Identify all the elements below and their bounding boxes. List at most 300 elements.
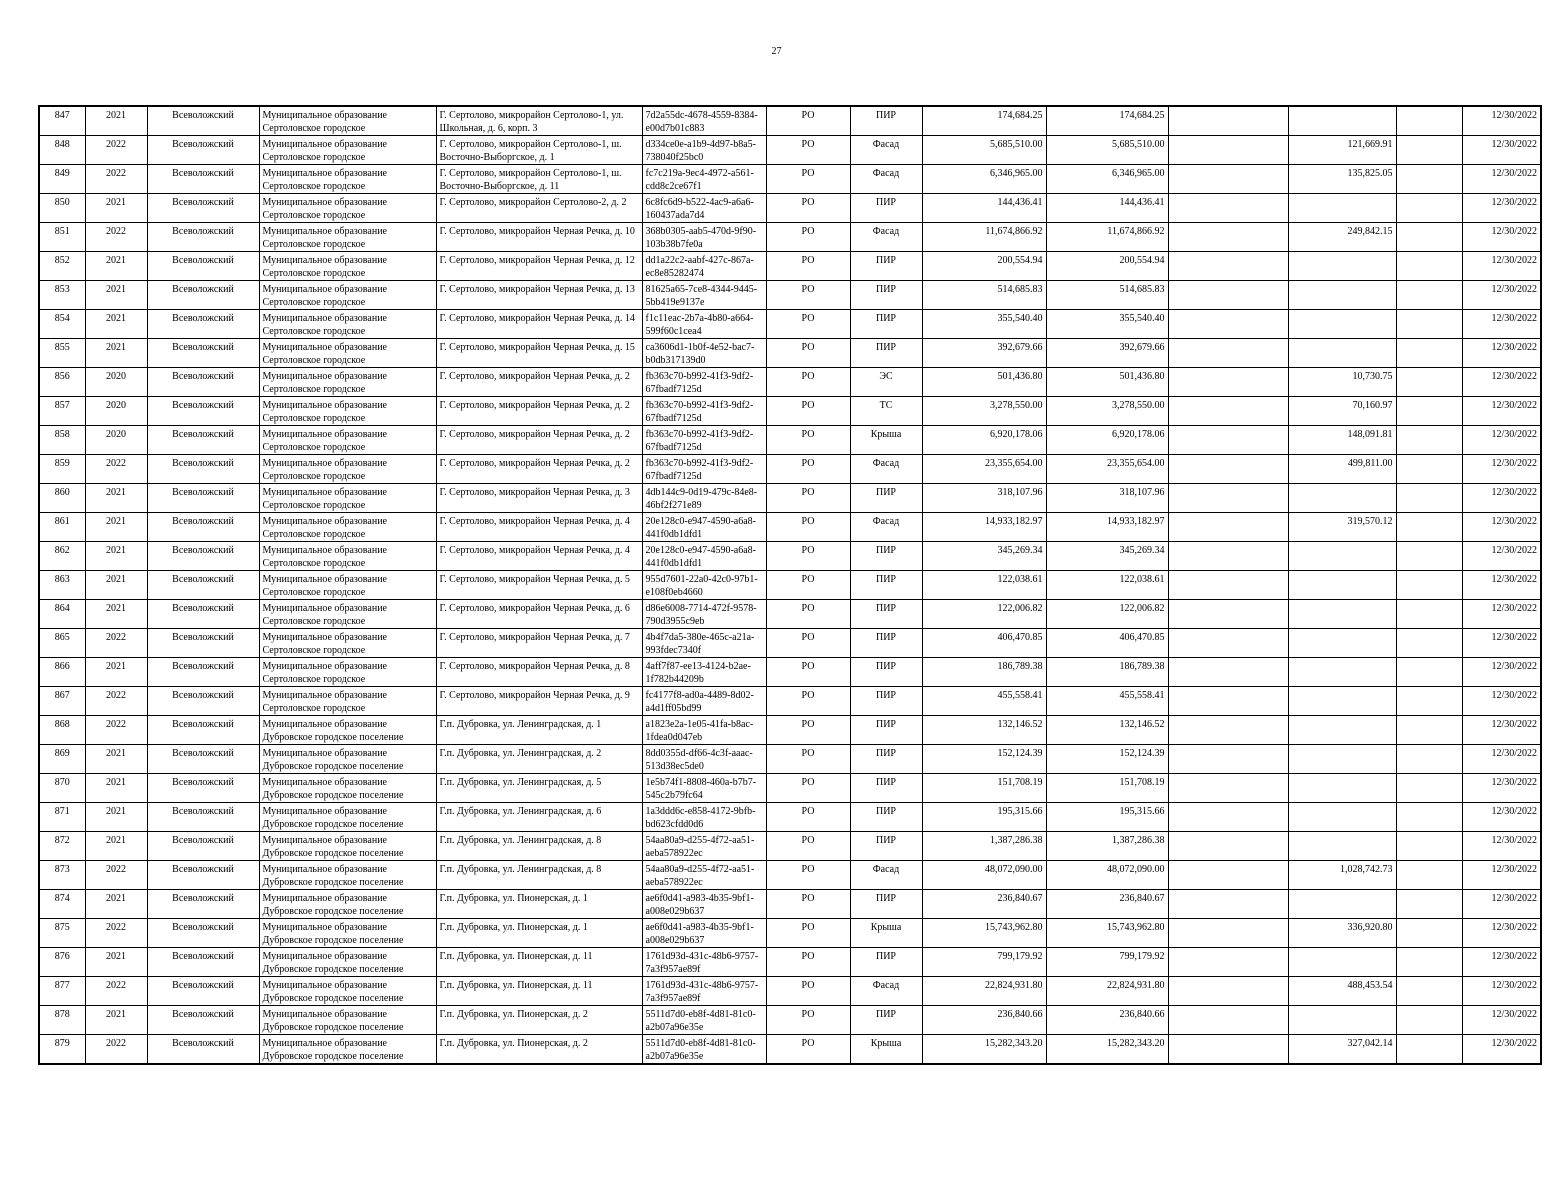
cell-completion-date: 12/30/2022 [1462, 194, 1541, 223]
cell-district: Всеволожский [147, 629, 259, 658]
cell-cost-col-11 [1168, 136, 1288, 165]
cell-year: 2021 [85, 106, 147, 136]
table-row [39, 890, 1541, 919]
cell-row-number: 868 [39, 716, 85, 745]
cell-house-guid: ae6f0d41-a983-4b35-9bf1-a008e029b637 [642, 890, 766, 919]
cell-completion-date: 12/30/2022 [1462, 774, 1541, 803]
cell-cost-regional: 151,708.19 [1046, 774, 1168, 803]
cell-program-type: РО [766, 106, 850, 136]
cell-cost-col-13 [1396, 339, 1462, 368]
cell-completion-date: 12/30/2022 [1462, 1006, 1541, 1035]
cell-cost-col-12 [1288, 281, 1396, 310]
cell-cost-col-13 [1396, 977, 1462, 1006]
cell-program-type: РО [766, 426, 850, 455]
cell-completion-date: 12/30/2022 [1462, 542, 1541, 571]
cell-work-type: ПИР [850, 252, 922, 281]
cell-row-number: 879 [39, 1035, 85, 1065]
cell-row-number: 862 [39, 542, 85, 571]
cell-program-type: РО [766, 136, 850, 165]
cell-district: Всеволожский [147, 513, 259, 542]
cell-completion-date: 12/30/2022 [1462, 658, 1541, 687]
table-row [39, 484, 1541, 513]
cell-cost-col-11 [1168, 513, 1288, 542]
cell-total-cost: 318,107.96 [922, 484, 1046, 513]
cell-cost-col-13 [1396, 194, 1462, 223]
cell-house-guid: fc7c219a-9ec4-4972-a561-cdd8c2ce67f1 [642, 165, 766, 194]
cell-cost-col-11 [1168, 687, 1288, 716]
cell-house-guid: 368b0305-aab5-470d-9f90-103b38b7fe0a [642, 223, 766, 252]
cell-total-cost: 236,840.67 [922, 890, 1046, 919]
cell-cost-col-11 [1168, 426, 1288, 455]
cell-total-cost: 48,072,090.00 [922, 861, 1046, 890]
cell-program-type: РО [766, 890, 850, 919]
cell-completion-date: 12/30/2022 [1462, 1035, 1541, 1065]
cell-house-guid: 955d7601-22a0-42c0-97b1-e108f0eb4660 [642, 571, 766, 600]
cell-work-type: ПИР [850, 629, 922, 658]
cell-address: Г. Сертолово, микрорайон Черная Речка, д. 6 [436, 600, 642, 629]
cell-municipality: Муниципальное образование Сертоловское городское [259, 513, 436, 542]
cell-district: Всеволожский [147, 310, 259, 339]
cell-cost-col-13 [1396, 106, 1462, 136]
cell-cost-col-12 [1288, 484, 1396, 513]
cell-cost-col-11 [1168, 1006, 1288, 1035]
cell-cost-regional: 11,674,866.92 [1046, 223, 1168, 252]
cell-total-cost: 345,269.34 [922, 542, 1046, 571]
cell-cost-regional: 14,933,182.97 [1046, 513, 1168, 542]
cell-work-type: ПИР [850, 687, 922, 716]
cell-district: Всеволожский [147, 919, 259, 948]
cell-total-cost: 5,685,510.00 [922, 136, 1046, 165]
cell-municipality: Муниципальное образование Сертоловское городское [259, 687, 436, 716]
cell-program-type: РО [766, 542, 850, 571]
cell-municipality: Муниципальное образование Дубровское городское поселение [259, 1035, 436, 1065]
cell-program-type: РО [766, 281, 850, 310]
cell-cost-regional: 1,387,286.38 [1046, 832, 1168, 861]
cell-cost-col-13 [1396, 513, 1462, 542]
cell-row-number: 867 [39, 687, 85, 716]
cell-cost-regional: 236,840.67 [1046, 890, 1168, 919]
cell-year: 2021 [85, 948, 147, 977]
cell-house-guid: 81625a65-7ce8-4344-9445-5bb419e9137e [642, 281, 766, 310]
cell-address: Г. Сертолово, микрорайон Черная Речка, д. 2 [436, 426, 642, 455]
registry-table [38, 105, 1542, 1065]
cell-cost-col-12 [1288, 252, 1396, 281]
cell-cost-col-12 [1288, 803, 1396, 832]
cell-municipality: Муниципальное образование Сертоловское городское [259, 484, 436, 513]
cell-municipality: Муниципальное образование Сертоловское городское [259, 136, 436, 165]
cell-house-guid: 54aa80a9-d255-4f72-aa51-aeba578922ec [642, 832, 766, 861]
cell-year: 2020 [85, 397, 147, 426]
cell-total-cost: 236,840.66 [922, 1006, 1046, 1035]
cell-house-guid: 5511d7d0-eb8f-4d81-81c0-a2b07a96e35e [642, 1006, 766, 1035]
cell-completion-date: 12/30/2022 [1462, 368, 1541, 397]
cell-cost-col-12 [1288, 310, 1396, 339]
cell-municipality: Муниципальное образование Дубровское городское поселение [259, 832, 436, 861]
cell-total-cost: 11,674,866.92 [922, 223, 1046, 252]
cell-program-type: РО [766, 1035, 850, 1065]
cell-completion-date: 12/30/2022 [1462, 977, 1541, 1006]
cell-municipality: Муниципальное образование Сертоловское городское [259, 426, 436, 455]
table-row [39, 716, 1541, 745]
cell-district: Всеволожский [147, 426, 259, 455]
cell-cost-col-11 [1168, 106, 1288, 136]
cell-address: Г. Сертолово, микрорайон Черная Речка, д. 5 [436, 571, 642, 600]
cell-cost-col-13 [1396, 774, 1462, 803]
cell-cost-regional: 23,355,654.00 [1046, 455, 1168, 484]
cell-district: Всеволожский [147, 484, 259, 513]
cell-year: 2021 [85, 803, 147, 832]
cell-row-number: 874 [39, 890, 85, 919]
cell-row-number: 864 [39, 600, 85, 629]
cell-cost-col-13 [1396, 687, 1462, 716]
cell-house-guid: 1761d93d-431c-48b6-9757-7a3f957ae89f [642, 977, 766, 1006]
cell-program-type: РО [766, 716, 850, 745]
cell-program-type: РО [766, 803, 850, 832]
cell-row-number: 851 [39, 223, 85, 252]
cell-cost-regional: 174,684.25 [1046, 106, 1168, 136]
cell-completion-date: 12/30/2022 [1462, 484, 1541, 513]
cell-municipality: Муниципальное образование Сертоловское городское [259, 106, 436, 136]
cell-house-guid: 1761d93d-431c-48b6-9757-7a3f957ae89f [642, 948, 766, 977]
cell-program-type: РО [766, 832, 850, 861]
cell-cost-col-13 [1396, 397, 1462, 426]
page-number: 27 [771, 46, 782, 57]
cell-district: Всеволожский [147, 890, 259, 919]
cell-program-type: РО [766, 861, 850, 890]
cell-program-type: РО [766, 977, 850, 1006]
cell-program-type: РО [766, 919, 850, 948]
cell-municipality: Муниципальное образование Дубровское городское поселение [259, 861, 436, 890]
table-row [39, 281, 1541, 310]
cell-program-type: РО [766, 513, 850, 542]
cell-municipality: Муниципальное образование Дубровское городское поселение [259, 977, 436, 1006]
cell-row-number: 857 [39, 397, 85, 426]
cell-municipality: Муниципальное образование Дубровское городское поселение [259, 948, 436, 977]
cell-completion-date: 12/30/2022 [1462, 397, 1541, 426]
cell-row-number: 861 [39, 513, 85, 542]
cell-address: Г.п. Дубровка, ул. Пионерская, д. 2 [436, 1035, 642, 1065]
cell-municipality: Муниципальное образование Сертоловское городское [259, 542, 436, 571]
table-row [39, 194, 1541, 223]
cell-house-guid: 54aa80a9-d255-4f72-aa51-aeba578922ec [642, 861, 766, 890]
cell-district: Всеволожский [147, 339, 259, 368]
cell-row-number: 876 [39, 948, 85, 977]
cell-total-cost: 122,038.61 [922, 571, 1046, 600]
cell-year: 2022 [85, 455, 147, 484]
cell-program-type: РО [766, 165, 850, 194]
table-row [39, 339, 1541, 368]
cell-work-type: Крыша [850, 919, 922, 948]
cell-cost-regional: 15,743,962.80 [1046, 919, 1168, 948]
cell-work-type: ЭС [850, 368, 922, 397]
table-row [39, 571, 1541, 600]
cell-year: 2020 [85, 368, 147, 397]
cell-work-type: ПИР [850, 948, 922, 977]
cell-program-type: РО [766, 194, 850, 223]
cell-cost-col-13 [1396, 861, 1462, 890]
cell-work-type: ПИР [850, 542, 922, 571]
cell-address: Г. Сертолово, микрорайон Черная Речка, д. 10 [436, 223, 642, 252]
cell-address: Г.п. Дубровка, ул. Пионерская, д. 11 [436, 977, 642, 1006]
cell-program-type: РО [766, 223, 850, 252]
cell-year: 2022 [85, 919, 147, 948]
cell-year: 2021 [85, 484, 147, 513]
cell-municipality: Муниципальное образование Сертоловское городское [259, 252, 436, 281]
cell-house-guid: 20e128c0-e947-4590-a6a8-441f0db1dfd1 [642, 542, 766, 571]
cell-work-type: ПИР [850, 658, 922, 687]
cell-cost-regional: 144,436.41 [1046, 194, 1168, 223]
cell-work-type: Фасад [850, 136, 922, 165]
cell-municipality: Муниципальное образование Сертоловское городское [259, 223, 436, 252]
cell-district: Всеволожский [147, 455, 259, 484]
cell-cost-col-13 [1396, 919, 1462, 948]
cell-cost-col-12 [1288, 716, 1396, 745]
cell-year: 2022 [85, 223, 147, 252]
cell-year: 2021 [85, 310, 147, 339]
cell-cost-col-11 [1168, 484, 1288, 513]
cell-year: 2022 [85, 716, 147, 745]
cell-cost-col-13 [1396, 832, 1462, 861]
cell-row-number: 859 [39, 455, 85, 484]
cell-district: Всеволожский [147, 281, 259, 310]
cell-address: Г. Сертолово, микрорайон Черная Речка, д. 2 [436, 368, 642, 397]
cell-program-type: РО [766, 1006, 850, 1035]
cell-completion-date: 12/30/2022 [1462, 948, 1541, 977]
cell-house-guid: 7d2a55dc-4678-4559-8384-e00d7b01c883 [642, 106, 766, 136]
cell-address: Г. Сертолово, микрорайон Черная Речка, д. 2 [436, 397, 642, 426]
cell-cost-regional: 195,315.66 [1046, 803, 1168, 832]
table-row [39, 600, 1541, 629]
cell-program-type: РО [766, 484, 850, 513]
cell-program-type: РО [766, 629, 850, 658]
cell-cost-regional: 3,278,550.00 [1046, 397, 1168, 426]
cell-row-number: 872 [39, 832, 85, 861]
cell-address: Г.п. Дубровка, ул. Пионерская, д. 2 [436, 1006, 642, 1035]
cell-cost-col-13 [1396, 629, 1462, 658]
table-row [39, 629, 1541, 658]
cell-cost-regional: 22,824,931.80 [1046, 977, 1168, 1006]
cell-cost-col-11 [1168, 339, 1288, 368]
cell-house-guid: 6c8fc6d9-b522-4ac9-a6a6-160437ada7d4 [642, 194, 766, 223]
cell-total-cost: 15,743,962.80 [922, 919, 1046, 948]
cell-total-cost: 1,387,286.38 [922, 832, 1046, 861]
cell-cost-col-11 [1168, 716, 1288, 745]
cell-work-type: ПИР [850, 832, 922, 861]
cell-cost-col-11 [1168, 948, 1288, 977]
cell-completion-date: 12/30/2022 [1462, 687, 1541, 716]
cell-municipality: Муниципальное образование Дубровское городское поселение [259, 716, 436, 745]
cell-municipality: Муниципальное образование Сертоловское городское [259, 658, 436, 687]
cell-row-number: 860 [39, 484, 85, 513]
cell-work-type: Крыша [850, 1035, 922, 1065]
cell-cost-col-11 [1168, 368, 1288, 397]
table-row [39, 455, 1541, 484]
cell-district: Всеволожский [147, 223, 259, 252]
cell-municipality: Муниципальное образование Дубровское городское поселение [259, 803, 436, 832]
cell-cost-col-12 [1288, 832, 1396, 861]
table-row [39, 919, 1541, 948]
table-row [39, 1035, 1541, 1065]
cell-house-guid: d86e6008-7714-472f-9578-790d3955c9eb [642, 600, 766, 629]
cell-district: Всеволожский [147, 716, 259, 745]
cell-cost-regional: 455,558.41 [1046, 687, 1168, 716]
cell-address: Г.п. Дубровка, ул. Ленинградская, д. 8 [436, 832, 642, 861]
cell-district: Всеволожский [147, 1006, 259, 1035]
cell-total-cost: 195,315.66 [922, 803, 1046, 832]
cell-cost-regional: 799,179.92 [1046, 948, 1168, 977]
cell-address: Г. Сертолово, микрорайон Черная Речка, д. 14 [436, 310, 642, 339]
cell-cost-col-12 [1288, 948, 1396, 977]
cell-row-number: 856 [39, 368, 85, 397]
cell-program-type: РО [766, 774, 850, 803]
cell-program-type: РО [766, 658, 850, 687]
cell-work-type: Фасад [850, 165, 922, 194]
cell-cost-col-12: 488,453.54 [1288, 977, 1396, 1006]
cell-municipality: Муниципальное образование Сертоловское городское [259, 339, 436, 368]
cell-district: Всеволожский [147, 948, 259, 977]
cell-row-number: 854 [39, 310, 85, 339]
cell-work-type: ПИР [850, 716, 922, 745]
cell-cost-col-12 [1288, 687, 1396, 716]
cell-cost-col-11 [1168, 629, 1288, 658]
cell-total-cost: 186,789.38 [922, 658, 1046, 687]
cell-cost-col-13 [1396, 745, 1462, 774]
cell-district: Всеволожский [147, 106, 259, 136]
cell-program-type: РО [766, 948, 850, 977]
cell-work-type: ПИР [850, 484, 922, 513]
cell-completion-date: 12/30/2022 [1462, 106, 1541, 136]
table-row [39, 368, 1541, 397]
cell-house-guid: fb363c70-b992-41f3-9df2-67fbadf7125d [642, 426, 766, 455]
cell-cost-regional: 345,269.34 [1046, 542, 1168, 571]
cell-total-cost: 200,554.94 [922, 252, 1046, 281]
cell-total-cost: 174,684.25 [922, 106, 1046, 136]
cell-completion-date: 12/30/2022 [1462, 136, 1541, 165]
cell-cost-col-12: 135,825.05 [1288, 165, 1396, 194]
cell-total-cost: 6,920,178.06 [922, 426, 1046, 455]
cell-house-guid: fb363c70-b992-41f3-9df2-67fbadf7125d [642, 368, 766, 397]
cell-house-guid: 8dd0355d-df66-4c3f-aaac-513d38ec5de0 [642, 745, 766, 774]
cell-house-guid: fb363c70-b992-41f3-9df2-67fbadf7125d [642, 397, 766, 426]
cell-row-number: 849 [39, 165, 85, 194]
cell-cost-col-13 [1396, 571, 1462, 600]
cell-cost-col-12: 70,160.97 [1288, 397, 1396, 426]
cell-row-number: 865 [39, 629, 85, 658]
cell-completion-date: 12/30/2022 [1462, 571, 1541, 600]
cell-year: 2021 [85, 252, 147, 281]
cell-address: Г.п. Дубровка, ул. Ленинградская, д. 6 [436, 803, 642, 832]
cell-work-type: ПИР [850, 106, 922, 136]
table-row [39, 252, 1541, 281]
table-row [39, 513, 1541, 542]
cell-completion-date: 12/30/2022 [1462, 890, 1541, 919]
cell-row-number: 855 [39, 339, 85, 368]
cell-program-type: РО [766, 339, 850, 368]
cell-cost-col-12 [1288, 890, 1396, 919]
cell-cost-col-11 [1168, 774, 1288, 803]
cell-cost-col-11 [1168, 252, 1288, 281]
cell-year: 2022 [85, 977, 147, 1006]
cell-work-type: ПИР [850, 745, 922, 774]
cell-cost-col-11 [1168, 745, 1288, 774]
cell-address: Г. Сертолово, микрорайон Черная Речка, д. 13 [436, 281, 642, 310]
cell-municipality: Муниципальное образование Сертоловское городское [259, 600, 436, 629]
table-row [39, 745, 1541, 774]
cell-cost-col-11 [1168, 310, 1288, 339]
cell-district: Всеволожский [147, 542, 259, 571]
cell-cost-col-11 [1168, 455, 1288, 484]
cell-year: 2021 [85, 600, 147, 629]
cell-cost-col-12 [1288, 745, 1396, 774]
cell-year: 2022 [85, 687, 147, 716]
cell-address: Г.п. Дубровка, ул. Пионерская, д. 1 [436, 890, 642, 919]
cell-cost-col-13 [1396, 542, 1462, 571]
cell-house-guid: 4b4f7da5-380e-465c-a21a-993fdec7340f [642, 629, 766, 658]
cell-address: Г. Сертолово, микрорайон Черная Речка, д. 4 [436, 513, 642, 542]
cell-municipality: Муниципальное образование Сертоловское городское [259, 281, 436, 310]
cell-row-number: 873 [39, 861, 85, 890]
table-row [39, 542, 1541, 571]
cell-address: Г.п. Дубровка, ул. Пионерская, д. 1 [436, 919, 642, 948]
cell-row-number: 858 [39, 426, 85, 455]
cell-cost-col-12: 327,042.14 [1288, 1035, 1396, 1065]
cell-address: Г.п. Дубровка, ул. Ленинградская, д. 1 [436, 716, 642, 745]
cell-total-cost: 151,708.19 [922, 774, 1046, 803]
cell-cost-col-12: 148,091.81 [1288, 426, 1396, 455]
cell-cost-regional: 501,436.80 [1046, 368, 1168, 397]
cell-cost-col-11 [1168, 600, 1288, 629]
table-row [39, 397, 1541, 426]
cell-cost-col-12 [1288, 106, 1396, 136]
cell-work-type: Фасад [850, 513, 922, 542]
cell-completion-date: 12/30/2022 [1462, 919, 1541, 948]
cell-cost-col-13 [1396, 426, 1462, 455]
cell-address: Г. Сертолово, микрорайон Сертолово-1, ул. Школьная, д. 6, корп. 3 [436, 106, 642, 136]
cell-row-number: 875 [39, 919, 85, 948]
cell-district: Всеволожский [147, 571, 259, 600]
cell-completion-date: 12/30/2022 [1462, 745, 1541, 774]
cell-completion-date: 12/30/2022 [1462, 600, 1541, 629]
cell-program-type: РО [766, 397, 850, 426]
cell-work-type: ПИР [850, 339, 922, 368]
cell-district: Всеволожский [147, 368, 259, 397]
cell-row-number: 869 [39, 745, 85, 774]
cell-cost-regional: 122,038.61 [1046, 571, 1168, 600]
cell-program-type: РО [766, 745, 850, 774]
cell-cost-col-12 [1288, 774, 1396, 803]
cell-year: 2021 [85, 890, 147, 919]
cell-year: 2021 [85, 658, 147, 687]
cell-total-cost: 406,470.85 [922, 629, 1046, 658]
cell-total-cost: 152,124.39 [922, 745, 1046, 774]
cell-address: Г. Сертолово, микрорайон Черная Речка, д. 9 [436, 687, 642, 716]
cell-house-guid: 1a3ddd6c-e858-4172-9bfb-bd623cfdd0d6 [642, 803, 766, 832]
cell-municipality: Муниципальное образование Дубровское городское поселение [259, 1006, 436, 1035]
cell-house-guid: dd1a22c2-aabf-427c-867a-ec8e85282474 [642, 252, 766, 281]
cell-cost-col-11 [1168, 803, 1288, 832]
cell-year: 2021 [85, 542, 147, 571]
cell-row-number: 847 [39, 106, 85, 136]
cell-program-type: РО [766, 310, 850, 339]
cell-cost-col-13 [1396, 803, 1462, 832]
cell-cost-regional: 406,470.85 [1046, 629, 1168, 658]
cell-cost-regional: 122,006.82 [1046, 600, 1168, 629]
cell-total-cost: 3,278,550.00 [922, 397, 1046, 426]
cell-cost-col-12: 10,730.75 [1288, 368, 1396, 397]
cell-cost-col-11 [1168, 832, 1288, 861]
cell-completion-date: 12/30/2022 [1462, 629, 1541, 658]
cell-year: 2021 [85, 832, 147, 861]
